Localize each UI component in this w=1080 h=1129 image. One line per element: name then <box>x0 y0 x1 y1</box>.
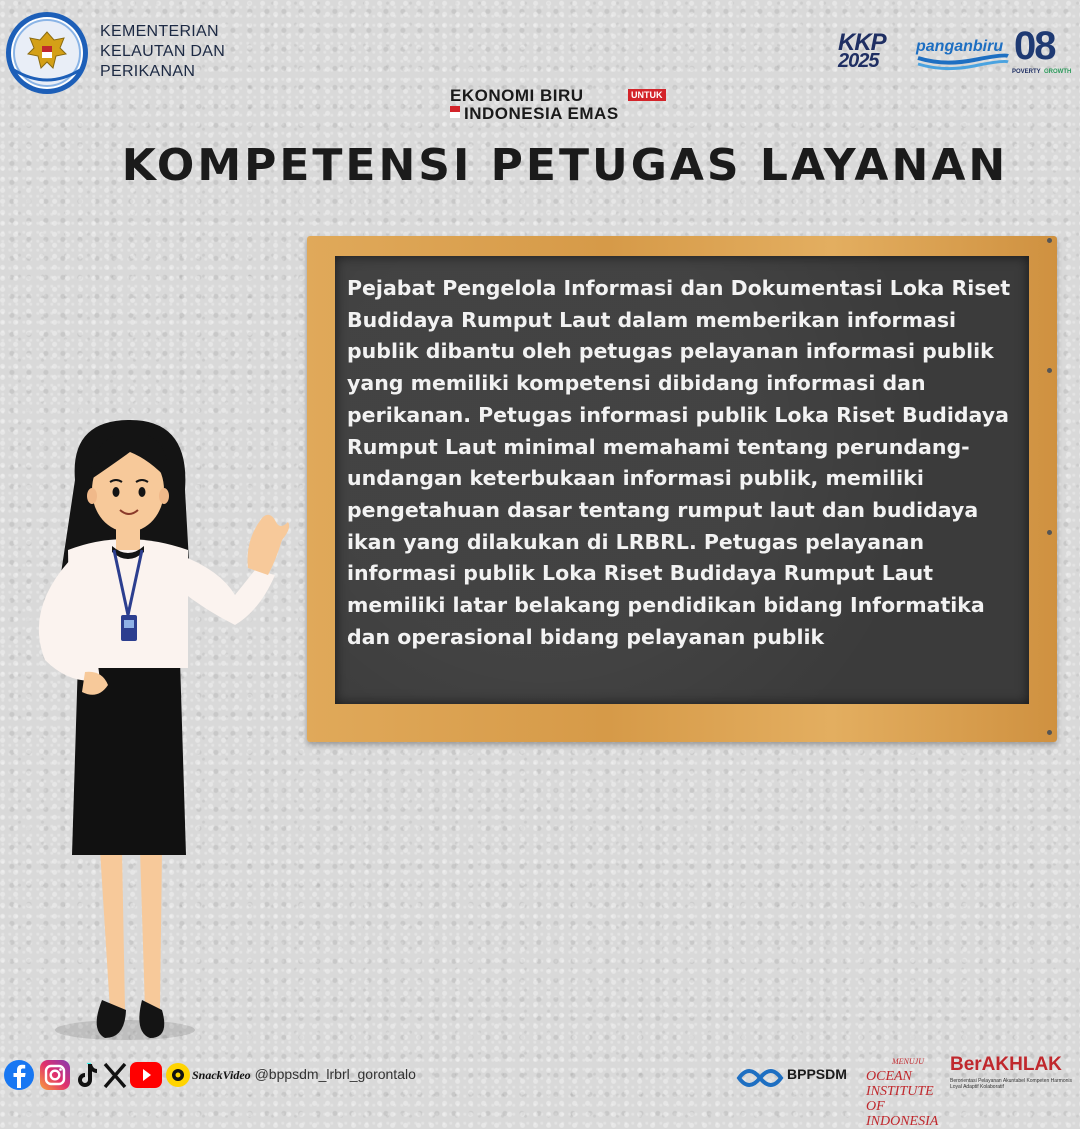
snackvideo-icon[interactable] <box>166 1063 190 1087</box>
ocean-line1: MENUJU <box>892 1057 924 1066</box>
08-growth-badge <box>1010 24 1074 78</box>
ekonomi-biru-logo <box>450 86 680 128</box>
ministry-line: PERIKANAN <box>100 63 196 80</box>
facebook-icon[interactable] <box>4 1060 34 1090</box>
berakhlak-tagline: Berorientasi Pelayanan Akuntabel Kompeten Harmonis Loyal Adaptif Kolaboratif <box>950 1078 1073 1090</box>
eb-line1: EKONOMI BIRU <box>450 86 584 105</box>
frame-nail-icon <box>1047 368 1052 373</box>
youtube-icon[interactable] <box>130 1062 162 1088</box>
berakhlak-label: BerAKHLAK <box>950 1054 1062 1075</box>
kkp-logo-line1: KKP <box>838 29 886 56</box>
eb-line2: INDONESIA EMAS <box>464 104 619 123</box>
ocean-line3: OF INDONESIA <box>866 1099 939 1129</box>
handle-text: @bppsdm_lrbrl_gorontalo <box>254 1066 416 1082</box>
woman-presenter-illustration <box>30 410 320 1050</box>
snackvideo-label: SnackVideo <box>192 1068 251 1082</box>
frame-nail-icon <box>1047 530 1052 535</box>
bppsdm-label: BPPSDM <box>787 1066 847 1082</box>
social-handle[interactable] <box>192 1066 416 1083</box>
panganbiru-logo <box>914 36 1010 76</box>
ocean-institute-logo <box>866 1054 951 1129</box>
badge-poverty-label: POVERTY <box>1012 69 1041 75</box>
indonesia-flag-icon <box>450 106 460 118</box>
eb-untuk-tag: UNTUK <box>628 89 666 101</box>
frame-nail-icon <box>1047 238 1052 243</box>
bppsdm-logo <box>735 1060 860 1094</box>
panganbiru-label: panganbiru <box>916 38 1004 55</box>
frame-nail-icon <box>1047 730 1052 735</box>
ministry-line: KELAUTAN DAN <box>100 43 226 60</box>
x-icon[interactable] <box>100 1060 130 1090</box>
ministry-emblem-logo <box>4 10 90 96</box>
chalkboard-text: Pejabat Pengelola Informasi dan Dokumentasi Loka Riset Budidaya Rumput Laut dalam memberikan informasi publik dibantu oleh petugas pelayanan informasi publik yang memiliki kompetensi dibidang informasi dan perikanan. Petugas informasi publik Loka Riset Budidaya Rumput Laut minimal memahami tentang perundang-undangan keterbukaan informasi publik, memiliki pengetahuan dasar tentang rumput laut dan budidaya ikan yang dilakukan di LRBRL. Petugas pelayanan informasi publik Loka Riset Budidaya Rumput Laut memiliki latar belakang pendidikan bidang Informatika dan operasional bidang pelayanan publik <box>347 276 1011 649</box>
badge-number: 08 <box>1014 24 1055 68</box>
ministry-name <box>100 22 270 82</box>
tiktok-icon[interactable] <box>72 1060 102 1090</box>
badge-growth-label: GROWTH <box>1044 69 1072 75</box>
page-title: KOMPETENSI PETUGAS LAYANAN <box>121 140 1009 191</box>
kkp-2025-logo <box>838 29 886 72</box>
kkp-logo-line2: 2025 <box>838 50 879 72</box>
ocean-line2: OCEAN INSTITUTE <box>866 1069 934 1099</box>
berakhlak-logo <box>950 1054 1078 1094</box>
ministry-line: KEMENTERIAN <box>100 23 219 40</box>
instagram-icon[interactable] <box>40 1060 70 1090</box>
